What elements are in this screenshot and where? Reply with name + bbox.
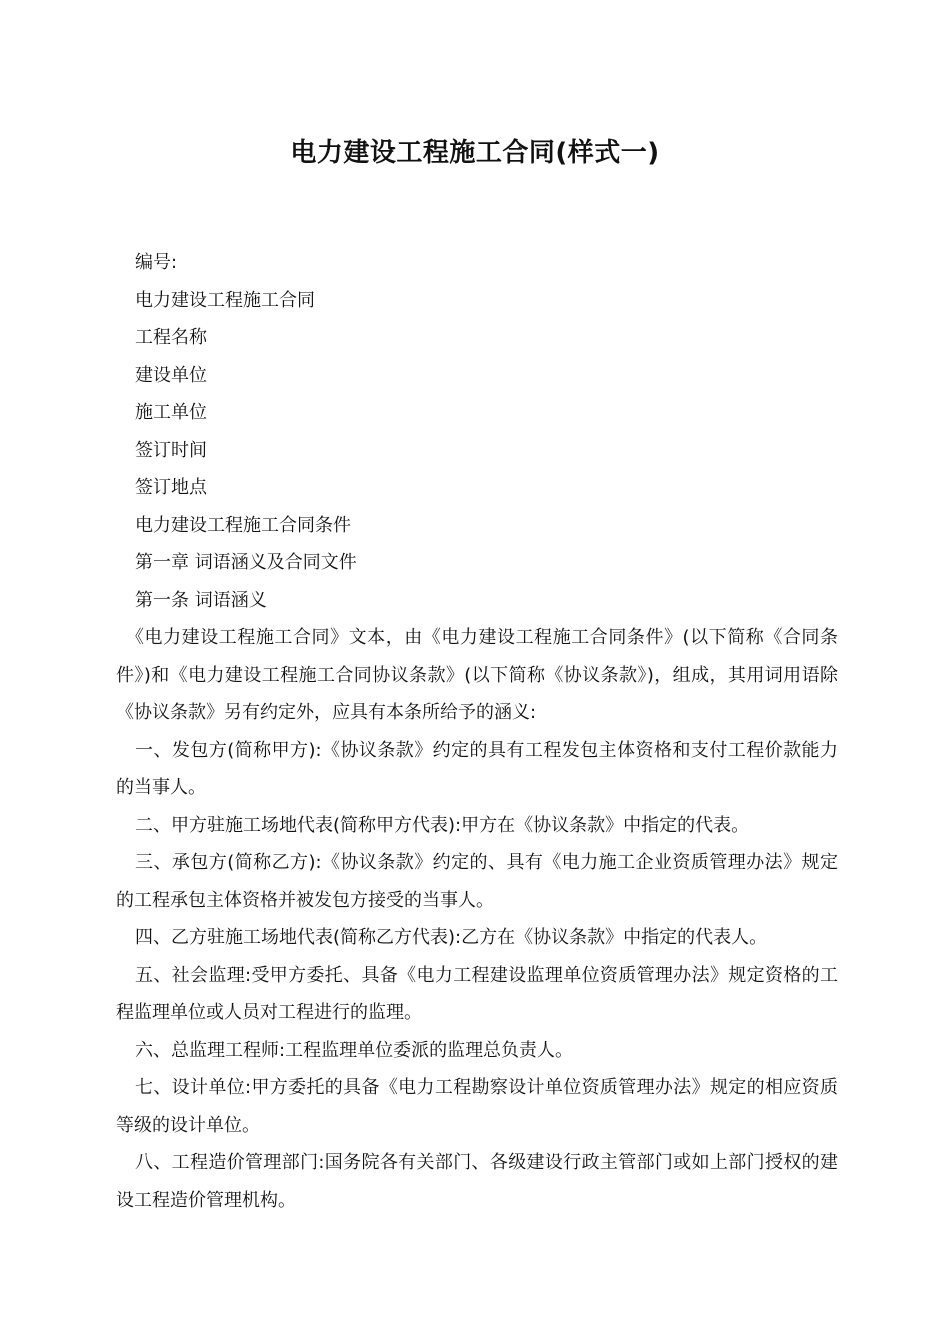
document-title: 电力建设工程施工合同(样式一) xyxy=(290,138,660,168)
field-number: 编号: xyxy=(135,252,178,273)
article-heading: 第一条 词语涵义 xyxy=(135,589,267,611)
field-project-name: 工程名称 xyxy=(135,327,207,348)
chapter-heading: 第一章 词语涵义及合同文件 xyxy=(135,552,357,573)
contract-name: 电力建设工程施工合同 xyxy=(135,289,315,311)
field-signing-time: 签订时间 xyxy=(135,439,207,461)
definition-item-4: 四、乙方驻施工场地代表(简称乙方代表):乙方在《协议条款》中指定的代表人。 xyxy=(135,927,768,948)
document-body xyxy=(116,244,838,1219)
definition-item-5: 五、社会监理:受甲方委托、具备《电力工程建设监理单位资质管理办法》规定资格的工程监理单位或人员对工程进行的监理。 xyxy=(116,964,838,1023)
field-signing-place: 签订地点 xyxy=(135,477,207,498)
field-construction-unit: 建设单位 xyxy=(135,364,207,386)
definition-item-8: 八、工程造价管理部门:国务院各有关部门、各级建设行政主管部门或如上部门授权的建设工程造价管理机构。 xyxy=(116,1152,838,1211)
definition-item-6: 六、总监理工程师:工程监理单位委派的监理总负责人。 xyxy=(135,1039,574,1061)
definition-item-2: 二、甲方驻施工场地代表(简称甲方代表):甲方在《协议条款》中指定的代表。 xyxy=(135,814,750,836)
definition-item-7: 七、设计单位:甲方委托的具备《电力工程勘察设计单位资质管理办法》规定的相应资质等级的设计单位。 xyxy=(116,1077,838,1136)
definition-item-1: 一、发包方(简称甲方):《协议条款》约定的具有工程发包主体资格和支付工程价款能力的当事人。 xyxy=(116,739,838,798)
section-heading-conditions: 电力建设工程施工合同条件 xyxy=(135,514,351,536)
definition-item-3: 三、承包方(简称乙方):《协议条款》约定的、具有《电力施工企业资质管理办法》规定的工程承包主体资格并被发包方接受的当事人。 xyxy=(116,852,838,911)
field-contractor-unit: 施工单位 xyxy=(135,402,207,423)
body-paragraph: 《电力建设工程施工合同》文本，由《电力建设工程施工合同条件》(以下简称《合同条件》)和《电力建设工程施工合同协议条款》(以下简称《协议条款》)，组成，其用词用语除《协议条款》另有约定外，应具有本条所给予的涵义: xyxy=(116,627,838,723)
